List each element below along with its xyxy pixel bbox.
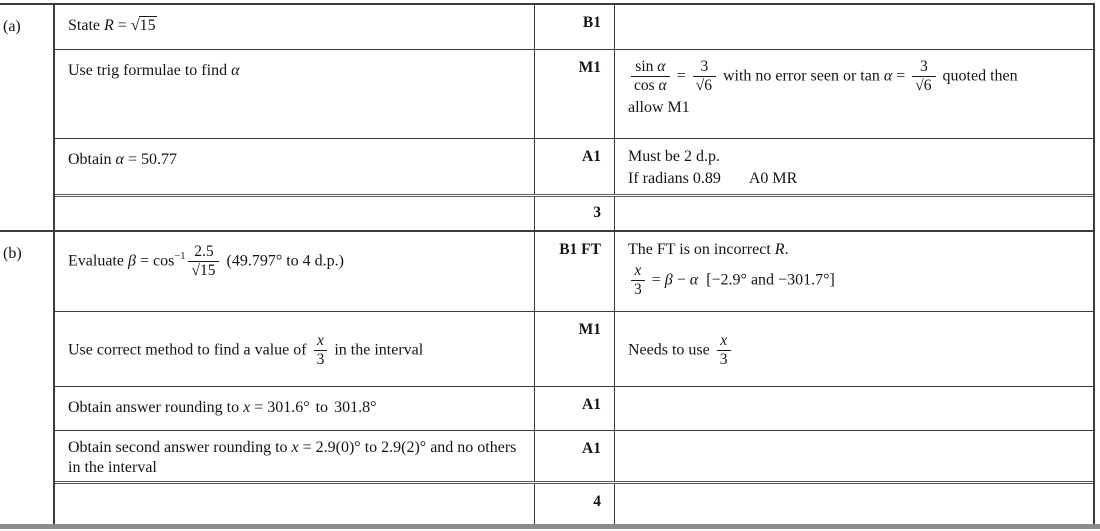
- table-row: [55, 430, 1093, 481]
- answer-cell: State R = √15: [55, 5, 535, 49]
- section-b: [0, 230, 1093, 525]
- guidance-cell: [615, 5, 1093, 49]
- mark-cell: A1: [535, 139, 615, 194]
- guidance-line: $\frac{x}{3}$ = β − α [−2.9° and −301.7°]: [628, 262, 1085, 300]
- table-row: [55, 138, 1093, 194]
- mark-cell: M1: [535, 50, 615, 138]
- guidance-line: Needs to use $\frac{x}{3}$: [628, 332, 1085, 370]
- guidance-cell: [615, 50, 1093, 138]
- guidance-cell: [615, 197, 1093, 230]
- answer-cell: Use correct method to find a value of $\frac{x}{3}$ in the interval: [55, 312, 535, 386]
- answer-cell: Obtain answer rounding to x = 301.6° to 301.8°: [55, 387, 535, 430]
- section-a-rows: [55, 5, 1093, 230]
- section-a: [0, 3, 1093, 230]
- answer-cell: Evaluate $\beta = \cos^{-1}$ $\frac{2.5}{√15}$ (49.797° to 4 d.p.): [55, 232, 535, 311]
- answer-cell: [55, 484, 535, 525]
- part-label-a: (a): [0, 5, 55, 230]
- answer-cell: [55, 197, 535, 230]
- mark-cell: A1: [535, 387, 615, 430]
- guidance-cell: [615, 139, 1093, 194]
- table-row: [55, 5, 1093, 49]
- answer-cell: Use trig formulae to find α: [55, 50, 535, 138]
- guidance-cell: [615, 232, 1093, 311]
- section-total-marks: 4: [535, 484, 615, 525]
- mark-cell: B1 FT: [535, 232, 615, 311]
- mark-cell: M1: [535, 312, 615, 386]
- mark-scheme-table: [0, 3, 1095, 525]
- table-row: [55, 386, 1093, 430]
- answer-cell: Obtain second answer rounding to x = 2.9(0)° to 2.9(2)° and no others in the interval: [55, 431, 535, 481]
- table-row: [55, 311, 1093, 386]
- scanned-page-edge: [0, 524, 1100, 529]
- table-row: [55, 49, 1093, 138]
- guidance-line: $\frac{\text{sin α}}{\text{cos α}}$ = $\frac{3}{√6}$ with no error seen or tan α = $\frac{3}{√6}$ quoted then: [628, 58, 1085, 96]
- section-total-row: [55, 194, 1093, 230]
- guidance-cell: [615, 312, 1093, 386]
- guidance-line: If radians 0.89 A0 MR: [628, 170, 798, 187]
- section-total-row: [55, 481, 1093, 525]
- guidance-cell: [615, 387, 1093, 430]
- part-label-b: (b): [0, 232, 55, 525]
- mark-cell: B1: [535, 5, 615, 49]
- guidance-cell: [615, 431, 1093, 481]
- guidance-line: Must be 2 d.p.: [628, 148, 720, 165]
- section-b-rows: [55, 232, 1093, 525]
- answer-cell: Obtain α = 50.77: [55, 139, 535, 194]
- section-total-marks: 3: [535, 197, 615, 230]
- guidance-line: allow M1: [628, 98, 690, 116]
- table-row: [55, 232, 1093, 311]
- guidance-cell: [615, 484, 1093, 525]
- guidance-line: The FT is on incorrect R.: [628, 241, 789, 258]
- mark-cell: A1: [535, 431, 615, 481]
